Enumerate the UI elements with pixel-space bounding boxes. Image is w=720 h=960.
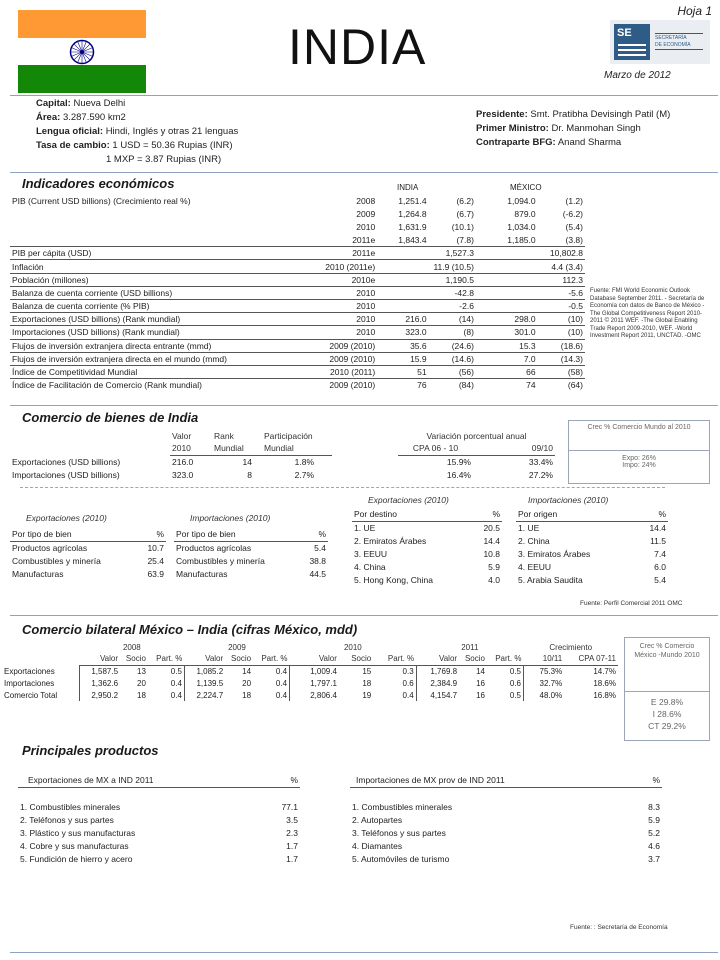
bilateral-row: [2, 689, 618, 701]
indicator-label: Balanza de cuenta corriente (USD billions): [10, 286, 283, 299]
col-mexico: MÉXICO: [510, 183, 542, 192]
india-value: 323.0: [377, 326, 428, 339]
india-change: (14): [429, 313, 476, 326]
bilateral-value: 1,797.1: [290, 677, 339, 689]
bilateral-subheader-cell: Valor: [184, 653, 225, 665]
bilateral-value: 4,154.7: [416, 689, 459, 701]
bilateral-value: 20: [137, 678, 146, 688]
bilateral-label: Comercio Total: [4, 690, 58, 700]
imp-type-table: Por tipo de bien % Productos agrícolas 5.4 Combustibles y minería 38.8 Manufacturas 44.5: [176, 529, 326, 579]
indicators-sources: Fuente: FMI World Economic Outlook Database September 2011. - Secretaría de Economía con datos de Banco de México -The Global Competitiveness Report 2010-2011 © 2011 WEF. -The Global Enabling Trade Report 2009-2010, WEF. -World Investment Report 2011, UNCTAD. -OMC: [590, 288, 705, 339]
india-change: (10.1): [451, 221, 474, 232]
row-value: 1.7: [286, 840, 298, 851]
info-exchange: Tasa de cambio: 1 USD = 50.36 Rupias (INR): [36, 140, 233, 151]
india-change: (56): [429, 365, 476, 378]
col-india: INDIA: [397, 183, 419, 192]
row-label: 5. Fundición de hierro y acero: [20, 853, 133, 864]
row-label: Productos agrícolas: [176, 542, 252, 553]
exp-dest-table: Por destino % 1. UE 20.5 2. Emiratos Árabes 14.4 3. EEUU 10.8 4. China 5.9 5. Hong Kong, China 4.0: [354, 509, 500, 585]
indicator-label: Inflación: [10, 260, 283, 273]
imp-orig-row: [516, 534, 668, 547]
bilateral-subheader-cell: Socio: [225, 653, 253, 665]
divider: [10, 952, 718, 953]
bilateral-label: Importaciones: [4, 678, 55, 688]
indicator-row: [10, 194, 585, 207]
row-value: 5.9: [648, 814, 660, 825]
row-value: 2.3: [286, 827, 298, 838]
info-area: Área: 3.287.590 km2: [36, 112, 126, 123]
indicator-label: Flujos de inversión extranjera directa en el mundo (mmd): [10, 352, 283, 365]
india-change: (84): [458, 380, 474, 391]
indicator-label: Exportaciones (USD billions) (Rank mundial): [10, 313, 283, 326]
row-label: 3. EEUU: [354, 548, 388, 559]
indicator-row: [10, 220, 585, 233]
bilateral-value: 18: [242, 690, 252, 700]
india-value: 1,264.8: [398, 208, 427, 219]
india-value: 1,251.4: [398, 195, 427, 206]
indicator-label: Índice de Facilitación de Comercio (Rank mundial): [12, 380, 202, 391]
row-value: 63.9: [147, 568, 164, 579]
indicator-row: [10, 207, 585, 220]
bilateral-value: 16: [476, 678, 485, 688]
row-value: 10.8: [483, 548, 500, 559]
world-growth-box: Crec % Comercio Mundo al 2010 Expo: 26% Impo: 24%: [568, 420, 710, 484]
row-value: 14.4: [649, 522, 666, 533]
india-value: 51: [377, 365, 428, 378]
mexico-value: 112.3: [476, 273, 585, 286]
row-label: 2. Autopartes: [352, 814, 403, 825]
india-change: (24.6): [429, 339, 476, 352]
bilateral-table: [2, 641, 618, 701]
row-label: Combustibles y minería: [12, 555, 101, 566]
bilateral-value: 13: [137, 666, 146, 676]
info-counterpart: Contraparte BFG: Anand Sharma: [476, 137, 622, 148]
indicator-year: 2011e: [283, 247, 378, 260]
imp-type-title: Importaciones (2010): [190, 513, 271, 523]
bilateral-value: 2,384.9: [416, 677, 459, 689]
report-date: Marzo de 2012: [604, 70, 671, 81]
indicator-label: Balanza de cuenta corriente (% PIB): [10, 300, 283, 313]
indicator-row: [10, 300, 585, 313]
row-label: 2. Teléfonos y sus partes: [20, 814, 114, 825]
info-exchange-mxp: 1 MXP = 3.87 Rupias (INR): [106, 154, 222, 165]
row-label: 1. Combustibles minerales: [20, 801, 121, 812]
exp-dest-row: [352, 560, 502, 573]
imp-orig-row: [516, 521, 668, 534]
mexico-value: 66: [476, 365, 538, 378]
row-value: 7.4: [654, 548, 666, 559]
row-value: 14.4: [483, 535, 500, 546]
row-label: 3. Plástico y sus manufacturas: [20, 827, 136, 838]
bilateral-subheader-cell: Valor: [416, 653, 459, 665]
indicator-row: [10, 286, 585, 299]
bilateral-value: 0.4: [275, 666, 288, 676]
bilateral-value: 18: [137, 690, 146, 700]
indicator-year: 2009: [356, 208, 376, 219]
products-title: Principales productos: [22, 743, 159, 758]
exp-products-table: Exportaciones de MX a IND 2011 % 1. Combustibles minerales 77.1 2. Teléfonos y sus partes 3.5 3. Plástico y sus manufacturas 2.3 4. Cobre y sus manufacturas 1.7 5. Fundición de hierro y acero 1.7: [20, 775, 298, 864]
indicator-row: [10, 379, 585, 392]
indicator-row: [10, 339, 585, 352]
row-value: 4.0: [488, 574, 500, 585]
mexico-value: 7.0: [476, 352, 538, 365]
mexico-growth-box: Crec % Comercio México -Mundo 2010 E 29.8% I 28.6% CT 29.2%: [624, 637, 710, 741]
imp-product-row: [350, 800, 662, 813]
row-value: 77.1: [281, 801, 298, 812]
mexico-change: (1.2): [565, 195, 583, 206]
bilateral-value: 16.8%: [593, 690, 616, 700]
india-change: (6.2): [456, 195, 474, 206]
bilateral-value: 2,950.2: [79, 689, 120, 701]
row-label: 5. Arabia Saudita: [518, 574, 583, 585]
mexico-value: 4.4 (3.4): [476, 260, 585, 273]
row-label: 5. Automóviles de turismo: [352, 853, 450, 864]
imp-product-row: [350, 826, 662, 839]
row-value: 8.3: [648, 801, 660, 812]
bilateral-value: 1,362.6: [79, 677, 120, 689]
india-value: 1,527.3: [377, 247, 476, 260]
india-change: (8): [429, 326, 476, 339]
indicator-row: [10, 247, 585, 260]
row-label: 4. China: [354, 561, 386, 572]
indicator-year: 2009 (2010): [329, 380, 376, 391]
india-change: (7.8): [429, 234, 476, 247]
row-label: 2. Emiratos Árabes: [354, 535, 427, 546]
bilateral-value: 0.4: [402, 690, 414, 700]
goods-table: [10, 429, 555, 481]
indicator-year: 2010: [356, 221, 376, 232]
india-value: 1,843.4: [377, 234, 428, 247]
bilateral-value: 16: [476, 690, 485, 700]
indicator-year: 2010: [283, 326, 378, 339]
bilateral-value: 0.5: [170, 666, 182, 676]
imp-type-row: [174, 567, 328, 580]
row-value: 5.9: [488, 561, 500, 572]
bilateral-value: 1,769.8: [416, 665, 459, 677]
indicator-label: [10, 234, 283, 247]
bilateral-value: 32.7%: [523, 677, 564, 689]
imp-orig-table: Por origen % 1. UE 14.4 2. China 11.5 3. Emiratos Árabes 7.4 4. EEUU 6.0 5. Arabia Saudita 5.4: [518, 509, 666, 585]
mexico-value: 10,802.8: [476, 247, 585, 260]
bilateral-title: Comercio bilateral México – India (cifras México, mdd): [22, 622, 358, 637]
bilateral-value: 0.6: [509, 678, 521, 688]
row-value: 6.0: [654, 561, 666, 572]
india-value: 216.0: [377, 313, 428, 326]
row-value: 11.5: [650, 535, 666, 546]
goods-row-imports: Importaciones (USD billions) 323.0 8 2.7% 16.4% 27.2%: [12, 469, 553, 480]
exp-product-row: [18, 800, 300, 813]
exp-dest-row: [352, 521, 502, 534]
indicators-title: Indicadores económicos: [22, 176, 175, 191]
india-value: 1,631.9: [398, 221, 427, 232]
bilateral-subheader-cell: Socio: [120, 653, 148, 665]
bilateral-subheader-cell: Socio: [339, 653, 373, 665]
indicator-label: Importaciones (USD billions) (Rank mundial): [10, 326, 283, 339]
india-value: 1,190.5: [377, 273, 476, 286]
indicator-year: 2011e: [283, 234, 378, 247]
imp-product-row: [350, 852, 662, 865]
info-prime-minister: Primer Ministro: Dr. Manmohan Singh: [476, 123, 641, 134]
sheet-label: Hoja 1: [677, 4, 712, 18]
bilateral-value: 48.0%: [523, 689, 564, 701]
row-label: 4. Cobre y sus manufacturas: [20, 840, 129, 851]
exp-dest-title: Exportaciones (2010): [368, 495, 449, 505]
indicator-label: Índice de Competitividad Mundial: [10, 365, 283, 378]
indicator-label: Flujos de inversión extranjera directa entrante (mmd): [10, 339, 283, 352]
exp-type-row: [10, 541, 166, 554]
indicator-row: [10, 234, 585, 247]
mexico-value: -0.5: [476, 300, 585, 313]
bilateral-subheader-cell: Valor: [290, 653, 339, 665]
india-value: -2.6: [377, 300, 476, 313]
page-title: INDIA: [288, 19, 427, 75]
ashoka-chakra-icon: [68, 38, 96, 66]
bilateral-subheader-cell: CPA 07-11: [564, 653, 618, 665]
bilateral-value: 75.3%: [523, 665, 564, 677]
row-label: 1. Combustibles minerales: [352, 801, 453, 812]
indicator-row: [10, 260, 585, 273]
row-label: 2. China: [518, 535, 550, 546]
imp-orig-row: [516, 547, 668, 560]
bilateral-subheader: [2, 653, 618, 665]
row-value: 1.7: [286, 853, 298, 864]
bilateral-value: 15: [362, 666, 372, 676]
indicator-row: [10, 273, 585, 286]
se-logo: [610, 20, 710, 64]
mexico-change: (14.3): [538, 352, 585, 365]
mexico-change: (10): [538, 326, 585, 339]
bilateral-value: 14: [476, 666, 485, 676]
indicator-year: 2010e: [283, 273, 378, 286]
bilateral-value: 1,587.5: [79, 665, 120, 677]
india-value: 76: [417, 380, 427, 391]
row-label: 1. UE: [518, 522, 540, 533]
india-change: (6.7): [456, 208, 474, 219]
divider: [10, 172, 718, 173]
imp-products-table: Importaciones de MX prov de IND 2011 % 1. Combustibles minerales 8.3 2. Autopartes 5.9 3. Teléfonos y sus partes 5.2 4. Diamantes 4.6 5. Automóviles de turismo 3.7: [352, 775, 660, 864]
bilateral-value: 0.4: [275, 678, 288, 688]
bilateral-value: 19: [362, 690, 372, 700]
mexico-value: 879.0: [514, 208, 536, 219]
bilateral-value: 0.5: [509, 690, 521, 700]
bilateral-row: [2, 665, 618, 677]
imp-product-row: [350, 839, 662, 852]
bilateral-value: 20: [242, 678, 252, 688]
exp-type-table: Por tipo de bien % Productos agrícolas 10.7 Combustibles y minería 25.4 Manufacturas 63.9: [12, 529, 164, 579]
imp-orig-title: Importaciones (2010): [528, 495, 609, 505]
indicators-table: [10, 194, 585, 392]
row-label: Manufacturas: [176, 568, 228, 579]
bilateral-subheader-cell: Part. %: [487, 653, 523, 665]
mexico-value: -5.6: [476, 286, 585, 299]
indicator-year: 2010 (2011): [283, 365, 378, 378]
imp-product-row: [350, 813, 662, 826]
india-value: 11.9 (10.5): [377, 260, 476, 273]
goods-row-exports: Exportaciones (USD billions) 216.0 14 1.8% 15.9% 33.4%: [12, 456, 553, 467]
row-label: 1. UE: [354, 522, 376, 533]
bilateral-subheader-cell: Part. %: [253, 653, 289, 665]
india-value: 15.9: [377, 352, 428, 365]
bilateral-value: 1,085.2: [184, 665, 225, 677]
mexico-change: (3.8): [538, 234, 585, 247]
bilateral-value: 18: [362, 678, 372, 688]
exp-dest-row: [352, 573, 502, 586]
row-label: 3. Emiratos Árabes: [518, 548, 591, 559]
mexico-value: 1,094.0: [507, 195, 536, 206]
indicator-row: [10, 352, 585, 365]
bilateral-years: 2008 2009 2010 2011 Crecimiento: [122, 642, 593, 652]
row-value: 5.2: [648, 827, 660, 838]
bilateral-subheader-cell: 10/11: [523, 653, 564, 665]
exp-type-title: Exportaciones (2010): [26, 513, 107, 523]
country-info: [36, 97, 238, 167]
bilateral-value: 0.6: [402, 678, 414, 688]
goods-header-1: Valor Rank Participación Variación porcentual anual: [172, 430, 527, 441]
exp-product-row: [18, 852, 300, 865]
goods-source: Fuente: Perfil Comercial 2011 OMC: [580, 600, 683, 607]
indicator-label: [10, 207, 283, 220]
row-value: 4.6: [648, 840, 660, 851]
bilateral-value: 18.6%: [593, 678, 616, 688]
exp-dest-row: [352, 547, 502, 560]
mexico-value: 15.3: [476, 339, 538, 352]
indicator-label: [10, 220, 283, 233]
se-logo-text: SECRETARÍA DE ECONOMÍA: [655, 33, 703, 51]
row-value: 3.7: [648, 853, 660, 864]
goods-header-2: 2010 Mundial Mundial CPA 06 - 10 09/10: [172, 443, 553, 454]
exp-product-row: [18, 839, 300, 852]
indicator-row: [10, 365, 585, 378]
row-value: 25.4: [147, 555, 164, 566]
row-value: 3.5: [286, 814, 298, 825]
indicator-label: PIB per cápita (USD): [10, 247, 283, 260]
exp-type-row: [10, 567, 166, 580]
government-info: [476, 108, 670, 150]
bilateral-value: 0.4: [170, 690, 182, 700]
bilateral-value: 14: [242, 666, 252, 676]
indicator-year: 2009 (2010): [283, 352, 378, 365]
bilateral-value: 2,806.4: [290, 689, 339, 701]
exp-product-row: [18, 826, 300, 839]
goods-title: Comercio de bienes de India: [22, 410, 199, 425]
exp-product-row: [18, 813, 300, 826]
row-label: 4. Diamantes: [352, 840, 403, 851]
info-president: Presidente: Smt. Pratibha Devisingh Patil (M): [476, 109, 671, 120]
row-label: Combustibles y minería: [176, 555, 265, 566]
india-change: (14.6): [429, 352, 476, 365]
mexico-change: (-6.2): [562, 208, 583, 219]
row-label: 3. Teléfonos y sus partes: [352, 827, 446, 838]
row-label: Productos agrícolas: [12, 542, 88, 553]
mexico-value: 1,185.0: [476, 234, 538, 247]
row-value: 10.7: [147, 542, 164, 553]
row-value: 20.5: [483, 522, 500, 533]
bilateral-value: 1,009.4: [290, 665, 339, 677]
imp-orig-row: [516, 573, 668, 586]
row-label: 5. Hong Kong, China: [354, 574, 433, 585]
indicator-year: 2009 (2010): [283, 339, 378, 352]
bilateral-subheader-cell: Part. %: [148, 653, 184, 665]
exp-dest-row: [352, 534, 502, 547]
indicator-label: Población (millones): [10, 273, 283, 286]
imp-type-row: [174, 541, 328, 554]
bilateral-row: [2, 677, 618, 689]
bilateral-label: Exportaciones: [4, 666, 55, 676]
mexico-value: 301.0: [476, 326, 538, 339]
bilateral-value: 0.3: [402, 666, 414, 676]
india-flag: [18, 10, 146, 93]
indicator-year: 2010: [283, 313, 378, 326]
indicator-year: 2010: [283, 300, 378, 313]
mexico-change: (10): [538, 313, 585, 326]
mexico-change: (64): [567, 380, 583, 391]
info-language: Lengua oficial: Hindi, Inglés y otras 21 lenguas: [36, 126, 239, 137]
row-value: 5.4: [314, 542, 326, 553]
bilateral-value: 0.5: [509, 666, 521, 676]
dashed-divider: [20, 487, 665, 488]
se-logo-mark: SE: [614, 24, 650, 60]
indicator-year: 2008: [356, 195, 376, 206]
exp-type-row: [10, 554, 166, 567]
divider: [10, 95, 718, 96]
bilateral-value: 1,139.5: [184, 677, 225, 689]
bilateral-subheader-cell: Valor: [79, 653, 120, 665]
mexico-value: 298.0: [476, 313, 538, 326]
bilateral-subheader-cell: Socio: [459, 653, 487, 665]
indicator-label: PIB (Current USD billions) (Crecimiento real %): [12, 195, 191, 206]
bilateral-value: 14.7%: [593, 666, 616, 676]
divider: [10, 615, 718, 616]
mexico-change: (58): [538, 365, 585, 378]
row-value: 38.8: [309, 555, 326, 566]
info-capital: Capital: Nueva Delhi: [36, 98, 126, 109]
products-source: Fuente: : Secretaría de Economía: [570, 924, 668, 931]
row-value: 5.4: [654, 574, 666, 585]
india-value: -42.8: [377, 286, 476, 299]
bilateral-value: 0.4: [275, 690, 288, 700]
indicator-row: [10, 326, 585, 339]
bilateral-value: 2,224.7: [184, 689, 225, 701]
mexico-change: (18.6): [538, 339, 585, 352]
divider: [10, 405, 718, 406]
row-label: 4. EEUU: [518, 561, 552, 572]
indicator-year: 2010: [283, 286, 378, 299]
row-value: 44.5: [309, 568, 326, 579]
mexico-value: 74: [526, 380, 536, 391]
row-label: Manufacturas: [12, 568, 64, 579]
imp-orig-row: [516, 560, 668, 573]
indicator-row: [10, 313, 585, 326]
mexico-value: 1,034.0: [507, 221, 536, 232]
india-value: 35.6: [377, 339, 428, 352]
imp-type-row: [174, 554, 328, 567]
bilateral-subheader-cell: Part. %: [373, 653, 416, 665]
indicator-year: 2010 (2011e): [283, 260, 378, 273]
mexico-change: (5.4): [565, 221, 583, 232]
bilateral-value: 0.4: [170, 678, 182, 688]
